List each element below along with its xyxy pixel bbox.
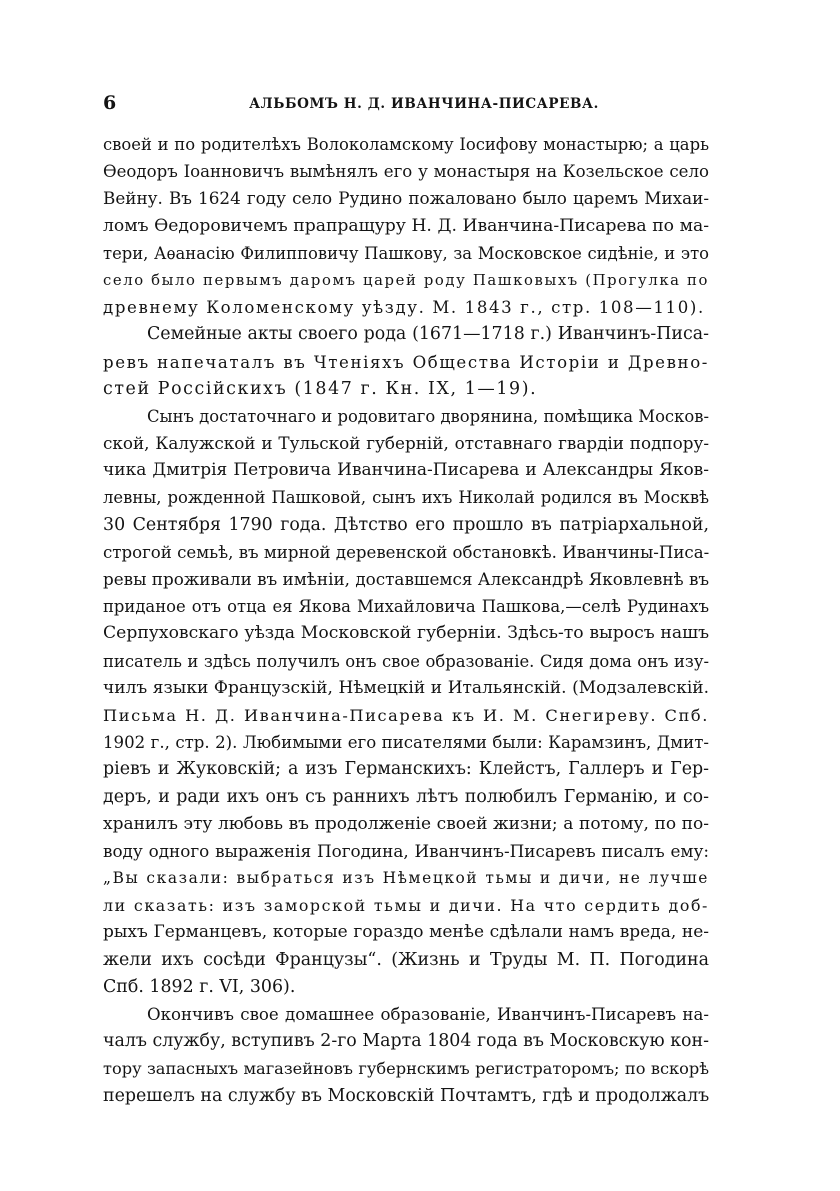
text-line: „Вы сказали: выбраться изъ Нѣмецкой тьмы и дичи, не лучше bbox=[103, 869, 709, 888]
text-line: писатель и здѣсь получилъ онъ свое образованіе. Сидя дома онъ изу- bbox=[103, 651, 709, 671]
text-line: село было первымъ даромъ царей роду Пашковыхъ (Прогулка по bbox=[103, 271, 709, 289]
text-line: древнему Коломенскому уѣзду. М. 1843 г., стр. 108—110). bbox=[103, 298, 705, 318]
text-line: перешелъ на службу въ Московскій Почтамтъ, гдѣ и продолжалъ bbox=[103, 1085, 710, 1106]
text-line: ли сказать: изъ заморской тьмы и дичи. На что сердить доб- bbox=[103, 896, 709, 916]
text-line: деръ, и ради ихъ онъ съ раннихъ лѣтъ полюбилъ Германію, и со- bbox=[103, 786, 709, 807]
text-line: Вейну. Въ 1624 году село Рудино пожаловано было царемъ Михаи- bbox=[103, 188, 709, 209]
text-line: ревъ напечаталъ въ Чтеніяхъ Общества Исторіи и Древно- bbox=[103, 352, 709, 372]
page-number: 6 bbox=[103, 92, 117, 114]
text-line: Спб. 1892 г. VI, 306). bbox=[103, 976, 296, 997]
body-text bbox=[103, 131, 709, 1110]
text-line: хранилъ эту любовь въ продолженіе своей жизни; а потому, по по- bbox=[103, 813, 709, 834]
text-line: Письма Н. Д. Иванчина-Писарева къ И. М. Снегиреву. Спб. bbox=[103, 705, 709, 725]
text-line: рыхъ Германцевъ, которые гораздо менѣе сдѣлали намъ вреда, не- bbox=[103, 922, 709, 943]
running-title: АЛЬБОМЪ Н. Д. ИВАНЧИНА-ПИСАРЕВА. bbox=[249, 96, 599, 112]
text-line: чилъ языки Французскій, Нѣмецкій и Итальянскій. (Модзалевскій. bbox=[103, 677, 709, 698]
text-line: 30 Сентября 1790 года. Дѣтство его прошло въ патріархальной, bbox=[103, 514, 709, 535]
text-line: своей и по родителѣхъ Волоколамскому Іосифову монастырю; а царь bbox=[103, 135, 709, 154]
text-line: Ѳеодоръ Іоанновичъ вымѣнялъ его у монастыря на Козельское село bbox=[103, 162, 709, 182]
text-line: Серпуховскаго уѣзда Московской губерніи. Здѣсь-то выросъ нашъ bbox=[103, 623, 709, 644]
text-line: ревы проживали въ имѣніи, доставшемся Александрѣ Яковлевнѣ въ bbox=[103, 569, 710, 589]
paragraph-first-line: Сынъ достаточнаго и родовитаго дворянина, помѣщика Москов- bbox=[147, 406, 709, 426]
text-line: чалъ службу, вступивъ 2-го Марта 1804 года въ Московскую кон- bbox=[103, 1031, 709, 1052]
text-line: строгой семьѣ, въ мирной деревенской обстановкѣ. Иванчины-Писа- bbox=[103, 542, 710, 562]
paragraph-first-line: Окончивъ свое домашнее образованіе, Иванчинъ-Писаревъ на- bbox=[147, 1005, 709, 1024]
page-header bbox=[103, 92, 709, 116]
text-line: тери, Аѳанасію Филипповичу Пашкову, за Московское сидѣніе, и это bbox=[103, 243, 709, 263]
text-line: приданое отъ отца ея Якова Михайловича Пашкова,—селѣ Рудинахъ bbox=[103, 597, 709, 617]
text-line: жели ихъ сосѣди Французы“. (Жизнь и Труды М. П. Погодина bbox=[103, 949, 709, 970]
text-line: тору запасныхъ магазейновъ губернскимъ регистраторомъ; по вскорѣ bbox=[103, 1059, 709, 1079]
text-line: воду одного выраженія Погодина, Иванчинъ-Писаревъ писалъ ему: bbox=[103, 840, 709, 861]
text-line: чика Дмитрія Петровича Иванчина-Писарева и Александры Яков- bbox=[103, 460, 709, 481]
paragraph-first-line: Семейные акты своего рода (1671—1718 г.) Иванчинъ-Писа- bbox=[147, 324, 709, 345]
text-line: ріевъ и Жуковскій; а изъ Германскихъ: Клейстъ, Галлеръ и Гер- bbox=[103, 759, 709, 780]
text-line: ской, Калужской и Тульской губерній, отставнаго гвардіи подпору- bbox=[103, 433, 709, 454]
text-line: левны, рожденной Пашковой, сынъ ихъ Николай родился въ Москвѣ bbox=[103, 488, 709, 508]
text-line: стей Россійскихъ (1847 г. Кн. IX, 1—19). bbox=[103, 378, 538, 399]
text-line: ломъ Ѳедоровичемъ прапращуру Н. Д. Иванчина-Писарева по ма- bbox=[103, 215, 709, 236]
text-line: 1902 г., стр. 2). Любимыми его писателями были: Карамзинъ, Дмит- bbox=[103, 733, 709, 753]
